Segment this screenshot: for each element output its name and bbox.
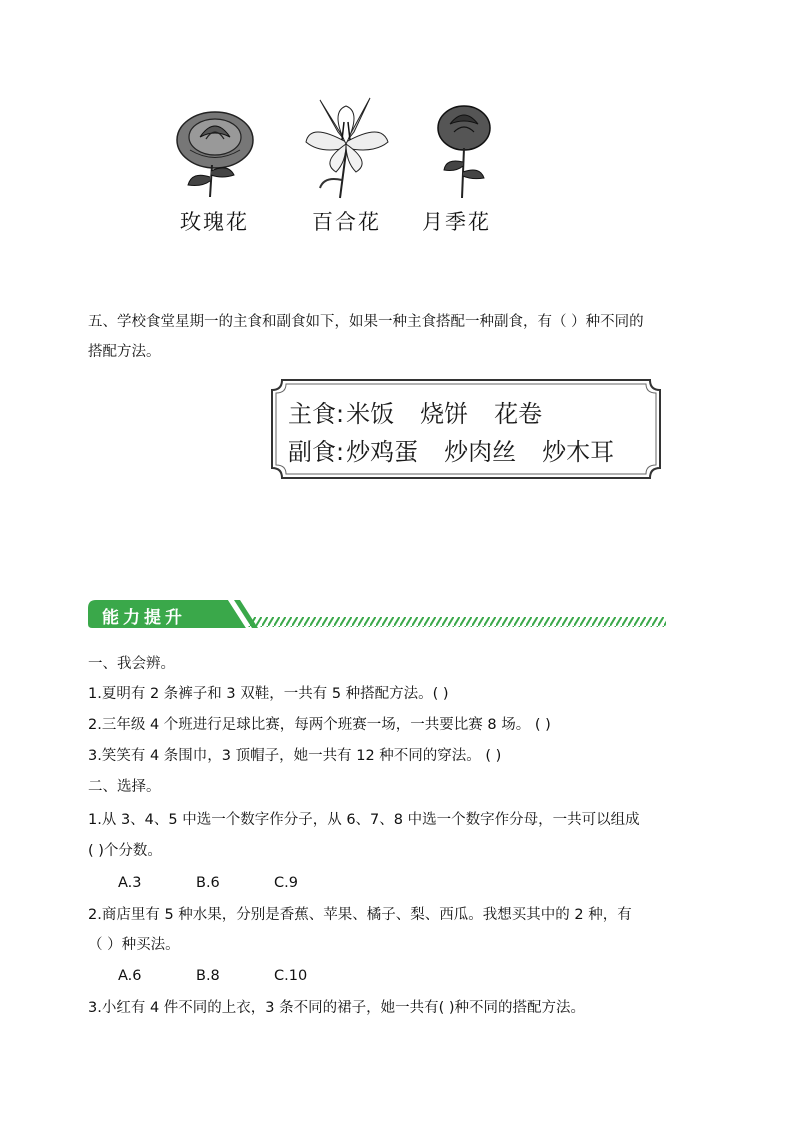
flower-label-chinese-rose: 月季花: [422, 210, 491, 234]
choice-q2-options: [118, 966, 352, 986]
judge-item-3: 3.笑笑有 4 条围巾，3 顶帽子，她一共有 12 种不同的穿法。 ( ): [88, 748, 502, 764]
section-banner: [88, 596, 668, 632]
q5-line1: 五、学校食堂星期一的主食和副食如下，如果一种主食搭配一种副食，有（ ）种不同的: [88, 314, 644, 330]
side-label: 副食:: [288, 438, 345, 466]
choice-q3-line1: 3.小红有 4 件不同的上衣，3 条不同的裙子，她一共有( )种不同的搭配方法。: [88, 1000, 586, 1016]
choice-q2-line2: （ ）种买法。: [88, 937, 180, 953]
banner-title: 能力提升: [102, 608, 186, 628]
staple-item: 烧饼: [420, 400, 469, 428]
option-b: B.6: [196, 875, 220, 891]
option-a: A.6: [118, 968, 142, 984]
judge-item-1: 1.夏明有 2 条裤子和 3 双鞋，一共有 5 种搭配方法。( ): [88, 686, 449, 702]
option-a: A.3: [118, 875, 142, 891]
menu-box: [270, 378, 662, 480]
flower-lily: [300, 92, 392, 200]
staple-item: 花卷: [494, 400, 543, 428]
flower-rose: [170, 105, 260, 200]
staple-label: 主食:: [288, 400, 345, 428]
section2-heading: 二、选择。: [88, 779, 161, 795]
option-c: C.9: [274, 875, 298, 891]
side-item: 炒木耳: [542, 438, 615, 466]
q5-line2: 搭配方法。: [88, 344, 161, 360]
chinese-rose-icon: [428, 100, 500, 200]
choice-q1-line2: ( )个分数。: [88, 843, 162, 859]
choice-q1-line1: 1.从 3、4、5 中选一个数字作分子，从 6、7、8 中选一个数字作分母，一共可以组成: [88, 812, 640, 828]
rose-icon: [170, 105, 260, 200]
option-c: C.10: [274, 968, 308, 984]
choice-q2-line1: 2.商店里有 5 种水果，分别是香蕉、苹果、橘子、梨、西瓜。我想买其中的 2 种，有: [88, 907, 632, 923]
choice-q1-options: [118, 873, 352, 893]
staple-item: 米饭: [346, 400, 395, 428]
flower-label-lily: 百合花: [312, 210, 381, 234]
side-item: 炒肉丝: [444, 438, 517, 466]
staple-row: [288, 394, 568, 429]
side-item: 炒鸡蛋: [346, 438, 419, 466]
flower-chinese-rose: [428, 100, 500, 200]
side-row: [288, 432, 614, 467]
section1-heading: 一、我会辨。: [88, 656, 175, 672]
judge-item-2: 2.三年级 4 个班进行足球比赛，每两个班赛一场，一共要比赛 8 场。 ( ): [88, 717, 551, 733]
option-b: B.8: [196, 968, 220, 984]
lily-icon: [300, 92, 392, 200]
flower-label-rose: 玫瑰花: [180, 210, 249, 234]
